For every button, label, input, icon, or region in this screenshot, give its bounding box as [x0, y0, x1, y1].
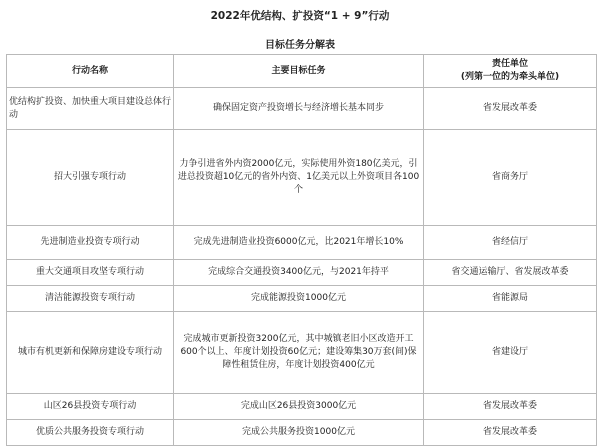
row-responsible-unit: 省商务厅 — [424, 130, 597, 226]
row-responsible-unit: 省经信厅 — [424, 226, 597, 260]
table-row — [7, 260, 597, 286]
row-main-task: 确保固定资产投资增长与经济增长基本同步 — [174, 88, 424, 130]
row-action-name: 先进制造业投资专项行动 — [7, 226, 174, 260]
row-responsible-unit: 省发展改革委 — [424, 420, 597, 446]
table-row — [7, 226, 597, 260]
row-main-task: 完成城市更新投资3200亿元，其中城镇老旧小区改造开工600个以上、年度计划投资60亿元；建设筹集30万套(间)保障性租赁住房，年度计划投资400亿元 — [174, 312, 424, 394]
row-main-task: 完成先进制造业投资6000亿元，比2021年增长10% — [174, 226, 424, 260]
row-action-name: 重大交通项目攻坚专项行动 — [7, 260, 174, 286]
row-action-name: 清洁能源投资专项行动 — [7, 286, 174, 312]
table-row — [7, 130, 597, 226]
header-responsible-unit — [424, 55, 597, 88]
row-main-task: 完成公共服务投资1000亿元 — [174, 420, 424, 446]
row-responsible-unit: 省建设厅 — [424, 312, 597, 394]
row-responsible-unit: 省能源局 — [424, 286, 597, 312]
header-action-name: 行动名称 — [7, 55, 174, 88]
table-row — [7, 394, 597, 420]
table-header-row — [7, 55, 597, 88]
row-main-task: 力争引进省外内资2000亿元，实际使用外资180亿美元，引进总投资超10亿元的省外内资、1亿美元以上外资项目各100个 — [174, 130, 424, 226]
row-main-task: 完成综合交通投资3400亿元，与2021年持平 — [174, 260, 424, 286]
target-task-table — [6, 54, 597, 446]
table-subtitle: 目标任务分解表 — [265, 40, 335, 51]
document-title: 2022年优结构、扩投资“1 + 9”行动 — [210, 10, 390, 22]
row-responsible-unit: 省交通运输厅、省发展改革委 — [424, 260, 597, 286]
header-unit-line1: 责任单位 — [491, 59, 528, 69]
table-row — [7, 88, 597, 130]
row-action-name: 城市有机更新和保障房建设专项行动 — [7, 312, 174, 394]
row-action-name: 山区26县投资专项行动 — [7, 394, 174, 420]
row-main-task: 完成能源投资1000亿元 — [174, 286, 424, 312]
row-action-name: 优结构扩投资、加快重大项目建设总体行动 — [7, 88, 174, 130]
table-row — [7, 286, 597, 312]
row-action-name: 招大引强专项行动 — [7, 130, 174, 226]
table-row — [7, 420, 597, 446]
row-responsible-unit: 省发展改革委 — [424, 88, 597, 130]
row-main-task: 完成山区26县投资3000亿元 — [174, 394, 424, 420]
header-unit-line2: (列第一位的为牵头单位) — [460, 72, 560, 82]
header-main-task: 主要目标任务 — [174, 55, 424, 88]
table-row — [7, 312, 597, 394]
row-responsible-unit: 省发展改革委 — [424, 394, 597, 420]
row-action-name: 优质公共服务投资专项行动 — [7, 420, 174, 446]
